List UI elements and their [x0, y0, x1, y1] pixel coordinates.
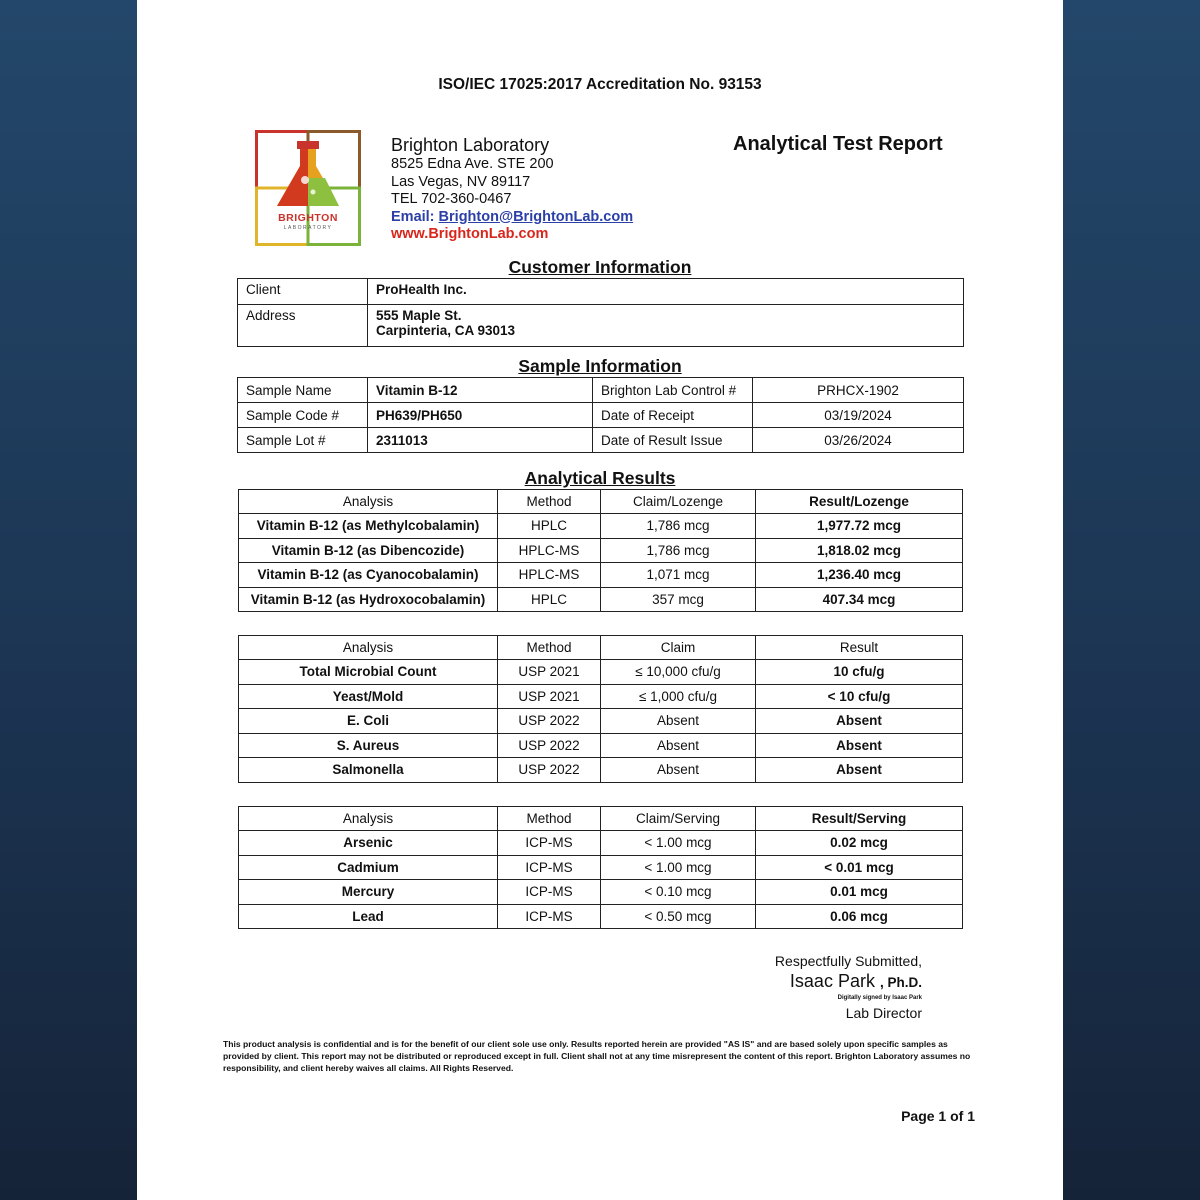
table-row	[239, 880, 963, 905]
signature-submitted: Respectfully Submitted,	[774, 953, 922, 969]
results-table-metals	[238, 806, 963, 929]
table-row	[239, 684, 963, 709]
table-row	[239, 563, 963, 588]
table-row	[238, 305, 964, 347]
customer-table	[237, 278, 964, 347]
disclaimer: This product analysis is confidential and is for the benefit of our client sole use only. Results reported herein are provided "AS IS" and are based solely upon specific samples as provided by client. This report may not be distributed or reproduced except in full. Client shall not at any time misrepresent the content of this report. Brighton Laboratory assumes no responsibility, and client hereby waives all claims. All Rights Reserved.	[223, 1039, 971, 1073]
column-header: Method	[498, 636, 601, 660]
table-cell: < 1.00 mcg	[601, 855, 756, 880]
table-cell: E. Coli	[239, 709, 498, 734]
table-cell: Absent	[601, 758, 756, 783]
table-cell: USP 2022	[498, 758, 601, 783]
column-header: Result/Serving	[756, 807, 963, 831]
table-cell: USP 2021	[498, 684, 601, 709]
control-value: PRHCX-1902	[753, 378, 964, 403]
table-row	[239, 831, 963, 856]
results-section-title: Analytical Results	[524, 468, 676, 488]
table-cell: 357 mcg	[601, 587, 756, 612]
table-row	[239, 514, 963, 539]
table-cell: ICP-MS	[498, 880, 601, 905]
client-value: ProHealth Inc.	[368, 279, 964, 305]
table-cell: USP 2021	[498, 660, 601, 685]
lab-name: Brighton Laboratory	[391, 135, 550, 155]
table-cell: ICP-MS	[498, 904, 601, 929]
table-cell: Arsenic	[239, 831, 498, 856]
sample-lot-label: Sample Lot #	[238, 428, 368, 453]
sample-code-value: PH639/PH650	[368, 403, 593, 428]
brighton-logo	[255, 130, 361, 246]
logo-subtext: LABORATORY	[283, 225, 333, 231]
table-row	[239, 758, 963, 783]
table-row	[239, 709, 963, 734]
table-row	[238, 428, 964, 453]
table-cell: < 1.00 mcg	[601, 831, 756, 856]
table-row	[239, 587, 963, 612]
table-cell: 0.02 mcg	[756, 831, 963, 856]
table-cell: < 10 cfu/g	[756, 684, 963, 709]
column-header: Result	[756, 636, 963, 660]
column-header: Analysis	[239, 636, 498, 660]
table-row	[239, 660, 963, 685]
table-row	[239, 904, 963, 929]
address-label: Address	[238, 305, 368, 347]
table-row	[238, 279, 964, 305]
table-cell: 1,071 mcg	[601, 563, 756, 588]
table-cell: 1,236.40 mcg	[756, 563, 963, 588]
table-cell: HPLC	[498, 514, 601, 539]
sample-name-label: Sample Name	[238, 378, 368, 403]
table-cell: Absent	[601, 733, 756, 758]
results-table-vitamins	[238, 489, 963, 612]
table-cell: 0.06 mcg	[756, 904, 963, 929]
table-cell: ≤ 10,000 cfu/g	[601, 660, 756, 685]
table-cell: Cadmium	[239, 855, 498, 880]
signature-role: Lab Director	[845, 1005, 922, 1021]
signature-suffix: , Ph.D.	[879, 975, 922, 990]
table-row	[238, 378, 964, 403]
logo-wordmark: BRIGHTON	[278, 212, 338, 224]
table-cell: Vitamin B-12 (as Cyanocobalamin)	[239, 563, 498, 588]
table-cell: HPLC-MS	[498, 538, 601, 563]
table-cell: ICP-MS	[498, 831, 601, 856]
lab-address-1: 8525 Edna Ave. STE 200	[391, 156, 554, 172]
table-row	[239, 855, 963, 880]
table-cell: ≤ 1,000 cfu/g	[601, 684, 756, 709]
column-header: Result/Lozenge	[756, 490, 963, 514]
table-cell: Vitamin B-12 (as Hydroxocobalamin)	[239, 587, 498, 612]
issue-date-value: 03/26/2024	[753, 428, 964, 453]
lab-address-2: Las Vegas, NV 89117	[391, 173, 531, 190]
table-cell: USP 2022	[498, 733, 601, 758]
table-cell: 0.01 mcg	[756, 880, 963, 905]
sample-section-title: Sample Information	[518, 356, 682, 376]
table-cell: HPLC-MS	[498, 563, 601, 588]
digital-signature-note: Digitally signed by Isaac Park	[837, 995, 922, 1001]
table-cell: 407.34 mcg	[756, 587, 963, 612]
table-cell: 1,786 mcg	[601, 538, 756, 563]
signature-name-line	[790, 971, 922, 992]
table-cell: Total Microbial Count	[239, 660, 498, 685]
table-row	[238, 403, 964, 428]
column-header: Method	[498, 490, 601, 514]
address-value: 555 Maple St. Carpinteria, CA 93013	[368, 305, 964, 347]
table-cell: < 0.10 mcg	[601, 880, 756, 905]
column-header: Analysis	[239, 490, 498, 514]
table-header-row	[239, 807, 963, 831]
table-cell: Mercury	[239, 880, 498, 905]
lab-tel: TEL 702-360-0467	[391, 191, 512, 207]
signature-name: Isaac Park	[789, 971, 875, 991]
table-cell: < 0.50 mcg	[601, 904, 756, 929]
control-label: Brighton Lab Control #	[593, 378, 753, 403]
table-cell: Absent	[756, 758, 963, 783]
table-cell: Vitamin B-12 (as Methylcobalamin)	[239, 514, 498, 539]
sample-name-value: Vitamin B-12	[368, 378, 593, 403]
client-label: Client	[238, 279, 368, 305]
table-cell: 10 cfu/g	[756, 660, 963, 685]
report-title: Analytical Test Report	[733, 133, 943, 155]
table-cell: Vitamin B-12 (as Dibencozide)	[239, 538, 498, 563]
table-header-row	[239, 490, 963, 514]
sample-lot-value: 2311013	[368, 428, 593, 453]
table-row	[239, 733, 963, 758]
table-cell: Salmonella	[239, 758, 498, 783]
table-cell: < 0.01 mcg	[756, 855, 963, 880]
column-header: Claim/Serving	[601, 807, 756, 831]
lab-email-line	[391, 209, 633, 227]
report-page	[137, 0, 1063, 1200]
table-cell: 1,786 mcg	[601, 514, 756, 539]
sample-code-label: Sample Code #	[238, 403, 368, 428]
column-header: Claim/Lozenge	[601, 490, 756, 514]
accreditation-line: ISO/IEC 17025:2017 Accreditation No. 93153	[438, 76, 762, 93]
results-table-microbial	[238, 635, 963, 783]
table-cell: Yeast/Mold	[239, 684, 498, 709]
table-cell: Absent	[601, 709, 756, 734]
table-cell: ICP-MS	[498, 855, 601, 880]
email-label: Email:	[391, 208, 435, 225]
table-cell: 1,977.72 mcg	[756, 514, 963, 539]
lab-info	[391, 135, 633, 244]
customer-section-title: Customer Information	[508, 257, 692, 277]
table-cell: Absent	[756, 733, 963, 758]
table-cell: Absent	[756, 709, 963, 734]
table-cell: 1,818.02 mcg	[756, 538, 963, 563]
email-link[interactable]: Brighton@BrightonLab.com	[438, 208, 634, 225]
table-cell: Lead	[239, 904, 498, 929]
table-cell: USP 2022	[498, 709, 601, 734]
lab-website[interactable]: www.BrightonLab.com	[391, 226, 549, 242]
sample-table	[237, 377, 964, 453]
issue-date-label: Date of Result Issue	[593, 428, 753, 453]
table-cell: HPLC	[498, 587, 601, 612]
table-header-row	[239, 636, 963, 660]
column-header: Analysis	[239, 807, 498, 831]
page-number: Page 1 of 1	[901, 1108, 975, 1124]
table-cell: S. Aureus	[239, 733, 498, 758]
receipt-date-value: 03/19/2024	[753, 403, 964, 428]
table-row	[239, 538, 963, 563]
column-header: Method	[498, 807, 601, 831]
column-header: Claim	[601, 636, 756, 660]
receipt-date-label: Date of Receipt	[593, 403, 753, 428]
